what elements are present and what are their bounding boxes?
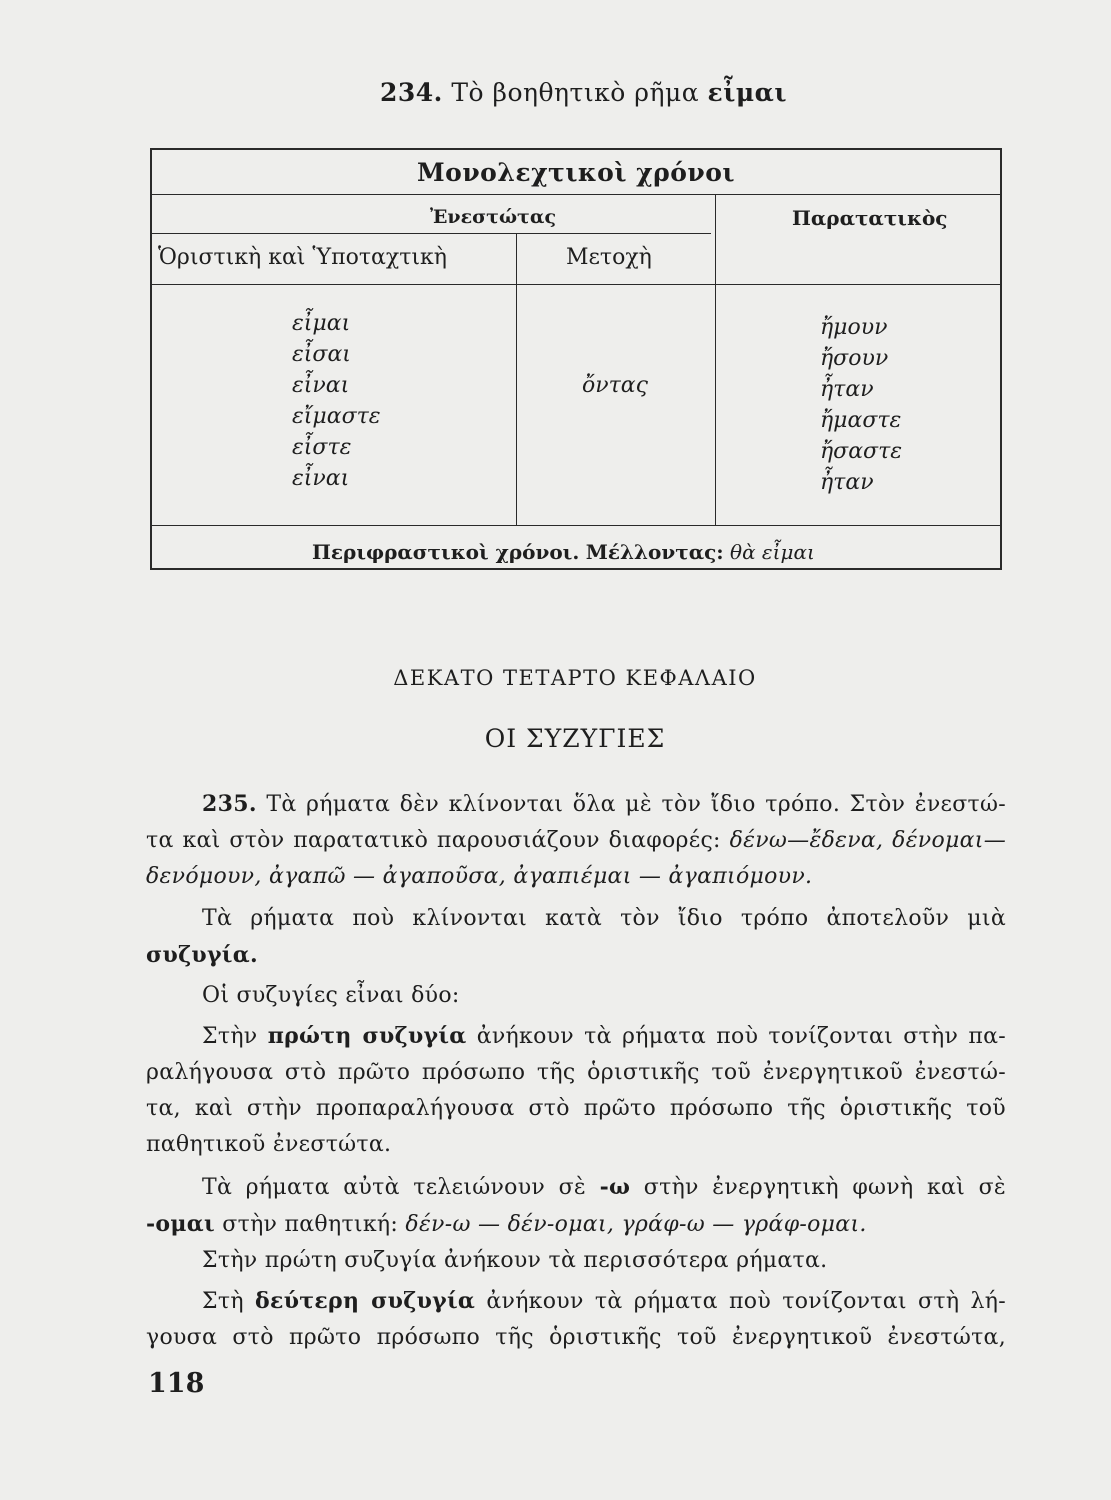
mellontas-form: θὰ εἶμαι [730, 540, 815, 564]
chapter-label: ΔΕΚΑΤΟ ΤΕΤΑΡΤΟ ΚΕΦΑΛΑΙΟ [393, 666, 757, 690]
verb-form: ἦταν [820, 377, 874, 402]
column-header-paratatikos: Παρατατικὸς [792, 206, 948, 230]
chapter-title: ΟΙ ΣΥΖΥΓΙΕΣ [484, 724, 666, 753]
paragraph-line: Στὴν πρώτη συζυγία ἀνήκουν τὰ ρήματα ποὺ τονίζονται στὴν πα- [202, 1023, 1007, 1049]
paragraph-line: -ομαι στὴν παθητική: δέν-ω — δέν-ομαι, γράφ-ω — γράφ-ομαι. [146, 1211, 867, 1237]
paragraph-line: 235. Τὰ ρήματα δὲν κλίνονται ὅλα μὲ τὸν ἴδιο τρόπο. Στὸν ἐνεστώ- [202, 791, 1007, 817]
section-234-heading [380, 78, 787, 107]
verb-form: εἶμαι [292, 311, 351, 336]
paragraph-line: Στὴ δεύτερη συζυγία ἀνήκουν τὰ ρήματα ποὺ τονίζονται στὴ λή- [202, 1288, 1007, 1314]
section-heading-text: Τὸ βοηθητικὸ ρῆμα [451, 78, 700, 107]
paragraph-line: Τὰ ρήματα αὐτὰ τελειώνουν σὲ -ω στὴν ἐνεργητικὴ φωνὴ καὶ σὲ [202, 1174, 1007, 1200]
table-divider [715, 194, 716, 525]
table-divider [152, 284, 1000, 285]
paragraph-line: Οἱ συζυγίες εἶναι δύο: [202, 983, 460, 1008]
column-header-metoxi: Μετοχὴ [566, 245, 652, 270]
periphrastic-row: Περιφραστικοὶ χρόνοι. Μέλλοντας: θὰ εἶμαι [312, 540, 815, 564]
verb-form: εἶστε [292, 435, 352, 460]
conjugation-table [150, 148, 1002, 570]
page-number: 118 [148, 1368, 205, 1399]
verb-form: εἶσαι [292, 342, 351, 367]
verb-form: εἶναι [292, 466, 350, 491]
section-number: 235. [202, 791, 257, 817]
verb-form: ἤσουν [820, 346, 889, 371]
paragraph-line: τα καὶ στὸν παρατατικὸ παρουσιάζουν διαφορές: δένω—ἔδενα, δένομαι— [146, 828, 1006, 853]
verb-form: ἦταν [820, 470, 874, 495]
periphrastic-label: Περιφραστικοὶ χρόνοι [312, 540, 573, 564]
paratatikos-forms [820, 312, 902, 498]
verb-form: ἤμαστε [820, 408, 902, 433]
paragraph-line: Τὰ ρήματα ποὺ κλίνονται κατὰ τὸν ἴδιο τρόπο ἀποτελοῦν μιὰ [202, 906, 1006, 931]
mellontas-label: Μέλλοντας [585, 540, 717, 564]
verb-form: εἶναι [292, 373, 350, 398]
section-235-body [146, 786, 1006, 1356]
verb-form: εἴμαστε [292, 404, 381, 429]
column-header-enestotas: Ἐνεστώτας [430, 206, 557, 228]
paragraph-line: ραλήγουσα στὸ πρῶτο πρόσωπο τῆς ὁριστικῆς τοῦ ἐνεργητικοῦ ἐνεστώ- [146, 1060, 1006, 1085]
paragraph-line: συζυγία. [146, 942, 258, 968]
verb-form: ἤσαστε [820, 439, 903, 464]
paragraph-line: παθητικοῦ ἐνεστώτα. [146, 1132, 392, 1157]
table-divider [516, 233, 517, 525]
section-number: 234. [380, 78, 443, 107]
paragraph-line: δενόμουν, ἀγαπῶ — ἀγαποῦσα, ἀγαπιέμαι — ἀγαπιόμουν. [146, 864, 813, 889]
paragraph-line: τα, καὶ στὴν προπαραλήγουσα στὸ πρῶτο πρόσωπο τῆς ὁριστικῆς τοῦ [146, 1096, 1006, 1121]
verb-form: ἤμουν [820, 315, 888, 340]
paragraph-line: Στὴν πρώτη συζυγία ἀνήκουν τὰ περισσότερα ρήματα. [202, 1248, 828, 1273]
column-header-oristiki: Ὁριστικὴ καὶ Ὑποταχτικὴ [158, 245, 447, 270]
enestotas-forms [292, 308, 381, 494]
table-divider [152, 194, 1000, 195]
table-title: Μονολεχτικοὶ χρόνοι [416, 158, 736, 187]
paragraph-line: γουσα στὸ πρῶτο πρόσωπο τῆς ὁριστικῆς τοῦ ἐνεργητικοῦ ἐνεστώτα, [146, 1325, 1006, 1350]
section-heading-verb: εἶμαι [707, 78, 787, 107]
table-divider [152, 233, 711, 234]
metoxi-form: ὄντας [582, 373, 648, 398]
table-divider [152, 525, 1000, 526]
